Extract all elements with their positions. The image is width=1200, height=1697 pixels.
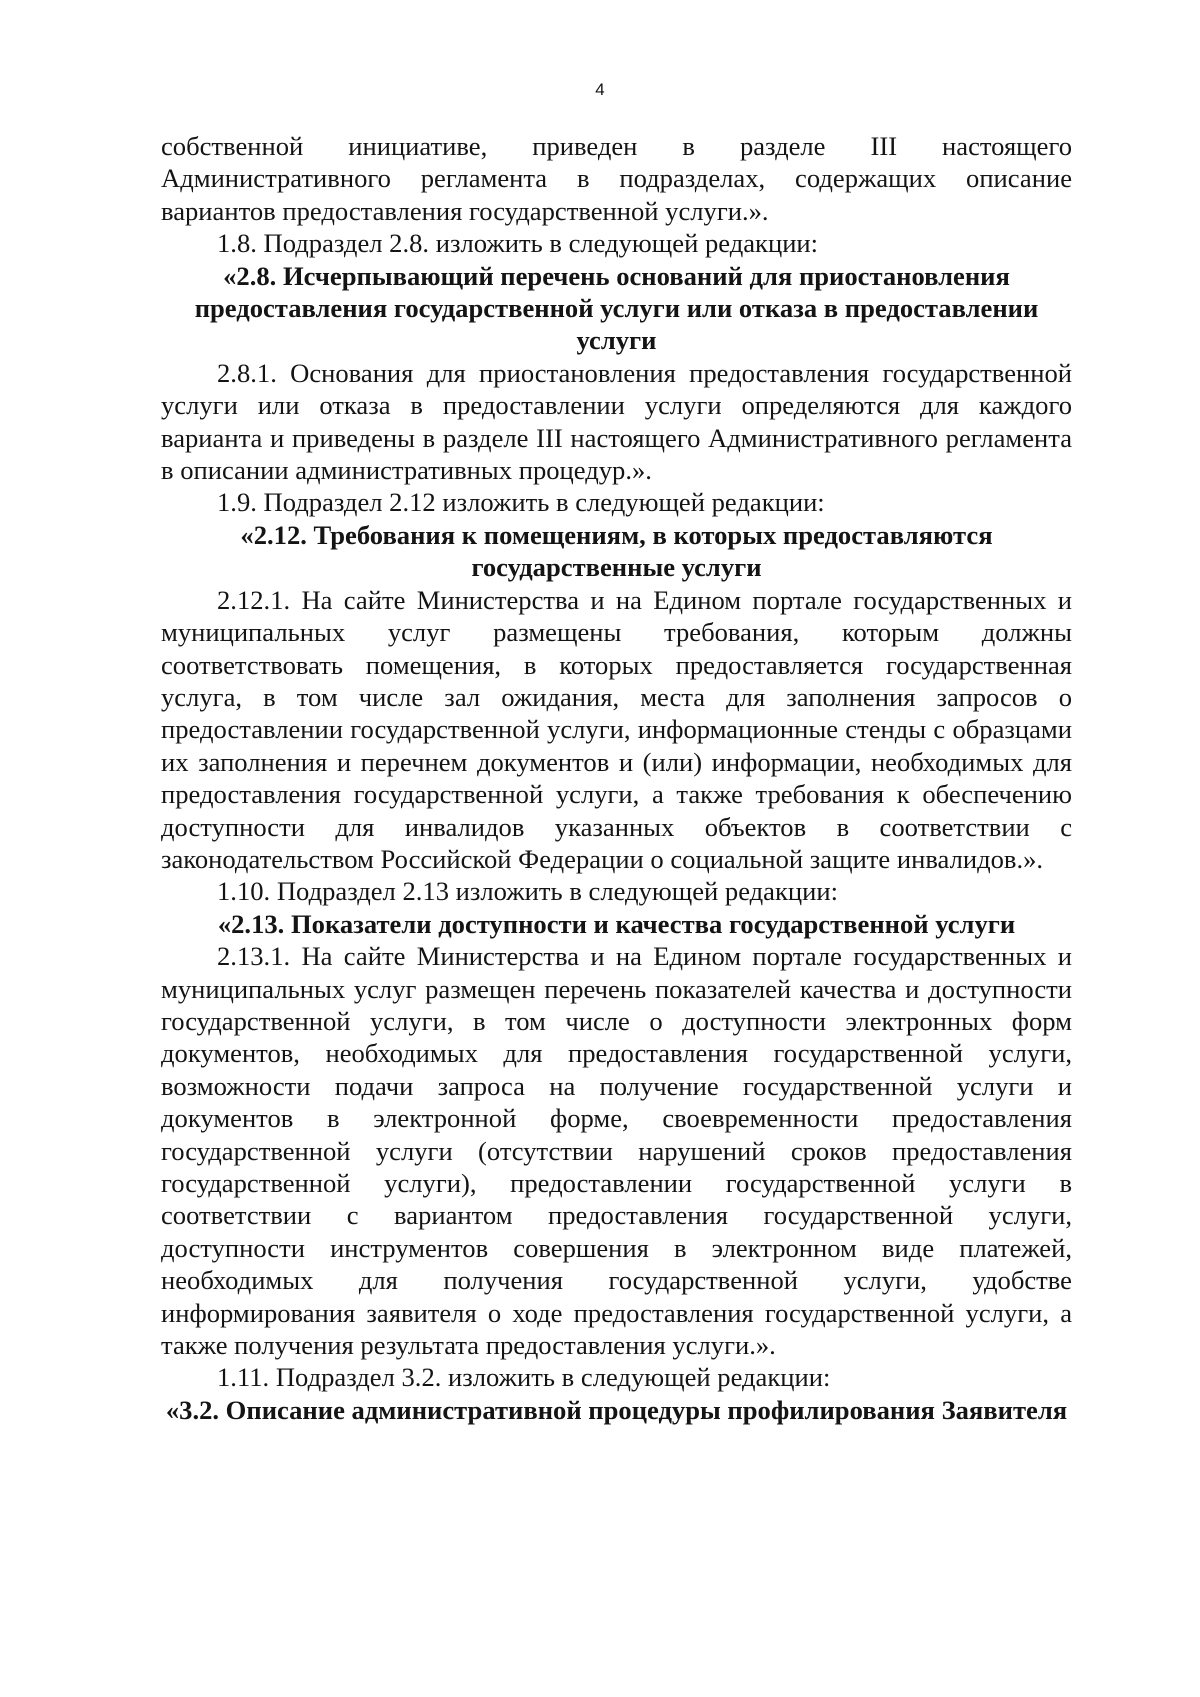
paragraph-amendment-1-8: 1.8. Подраздел 2.8. изложить в следующей редакции: (217, 228, 819, 259)
paragraph-amendment-1-9: 1.9. Подраздел 2.12 изложить в следующей редакции: (217, 487, 825, 518)
paragraph-2-13-1: 2.13.1. На сайте Министерства и на Едином портале государственных и муниципальных услуг размещен перечень показателей качества и доступности государственной услуги, в том числе о доступности электронных форм документов, необходимых для предоставления государственной услуги, возможности подачи запроса на получение государственной услуги и документов в электронной форме, своевременности предоставления государственной услуги (отсутствии нарушений сроков предоставления государственной услуги), предоставлении государственной услуги в соответствии с вариантом предоставления государственной услуги, доступности инструментов совершения в электронном виде платежей, необходимых для получения государственной услуги, удобстве информирования заявителя о ходе предоставления государственной услуги, а также получения результата предоставления услуги.». (161, 941, 1072, 1361)
paragraph-2-12-1: 2.12.1. На сайте Министерства и на Едином портале государственных и муниципальных услуг размещены требования, которым должны соответствовать помещения, в которых предоставляется государственная услуга, в том числе зал ожидания, места для заполнения запросов о предоставлении государственной услуги, информационные стенды с образцами их заполнения и перечнем документов и (или) информации, необходимых для предоставления государственной услуги, а также требования к обеспечению доступности для инвалидов указанных объектов в соответствии с законодательством Российской Федерации о социальной защите инвалидов.». (161, 584, 1072, 874)
heading-2-13: «2.13. Показатели доступности и качества государственной услуги (217, 908, 1016, 939)
paragraph-amendment-1-11: 1.11. Подраздел 3.2. изложить в следующей редакции: (217, 1362, 831, 1393)
heading-3-2: «3.2. Описание административной процедуры профилирования Заявителя (165, 1394, 1068, 1425)
paragraph-2-8-1: 2.8.1. Основания для приостановления предоставления государственной услуги или отказа в предоставлении услуги определяются для каждого варианта и приведены в разделе III настоящего Административного регламента в описании административных процедур.». (161, 357, 1072, 486)
heading-2-8: «2.8. Исчерпывающий перечень оснований для приостановления предоставления государственной услуги или отказа в предоставлении услуги (194, 260, 1039, 356)
paragraph-continuation: собственной инициативе, приведен в разделе III настоящего Административного регламента в подразделах, содержащих описание вариантов предоставления государственной услуги.». (161, 131, 1072, 226)
document-body (161, 130, 1072, 1426)
paragraph-amendment-1-10: 1.10. Подраздел 2.13 изложить в следующей редакции: (217, 876, 838, 907)
page-number: 4 (595, 80, 605, 99)
heading-2-12: «2.12. Требования к помещениям, в которых предоставляются государственные услуги (240, 519, 993, 583)
